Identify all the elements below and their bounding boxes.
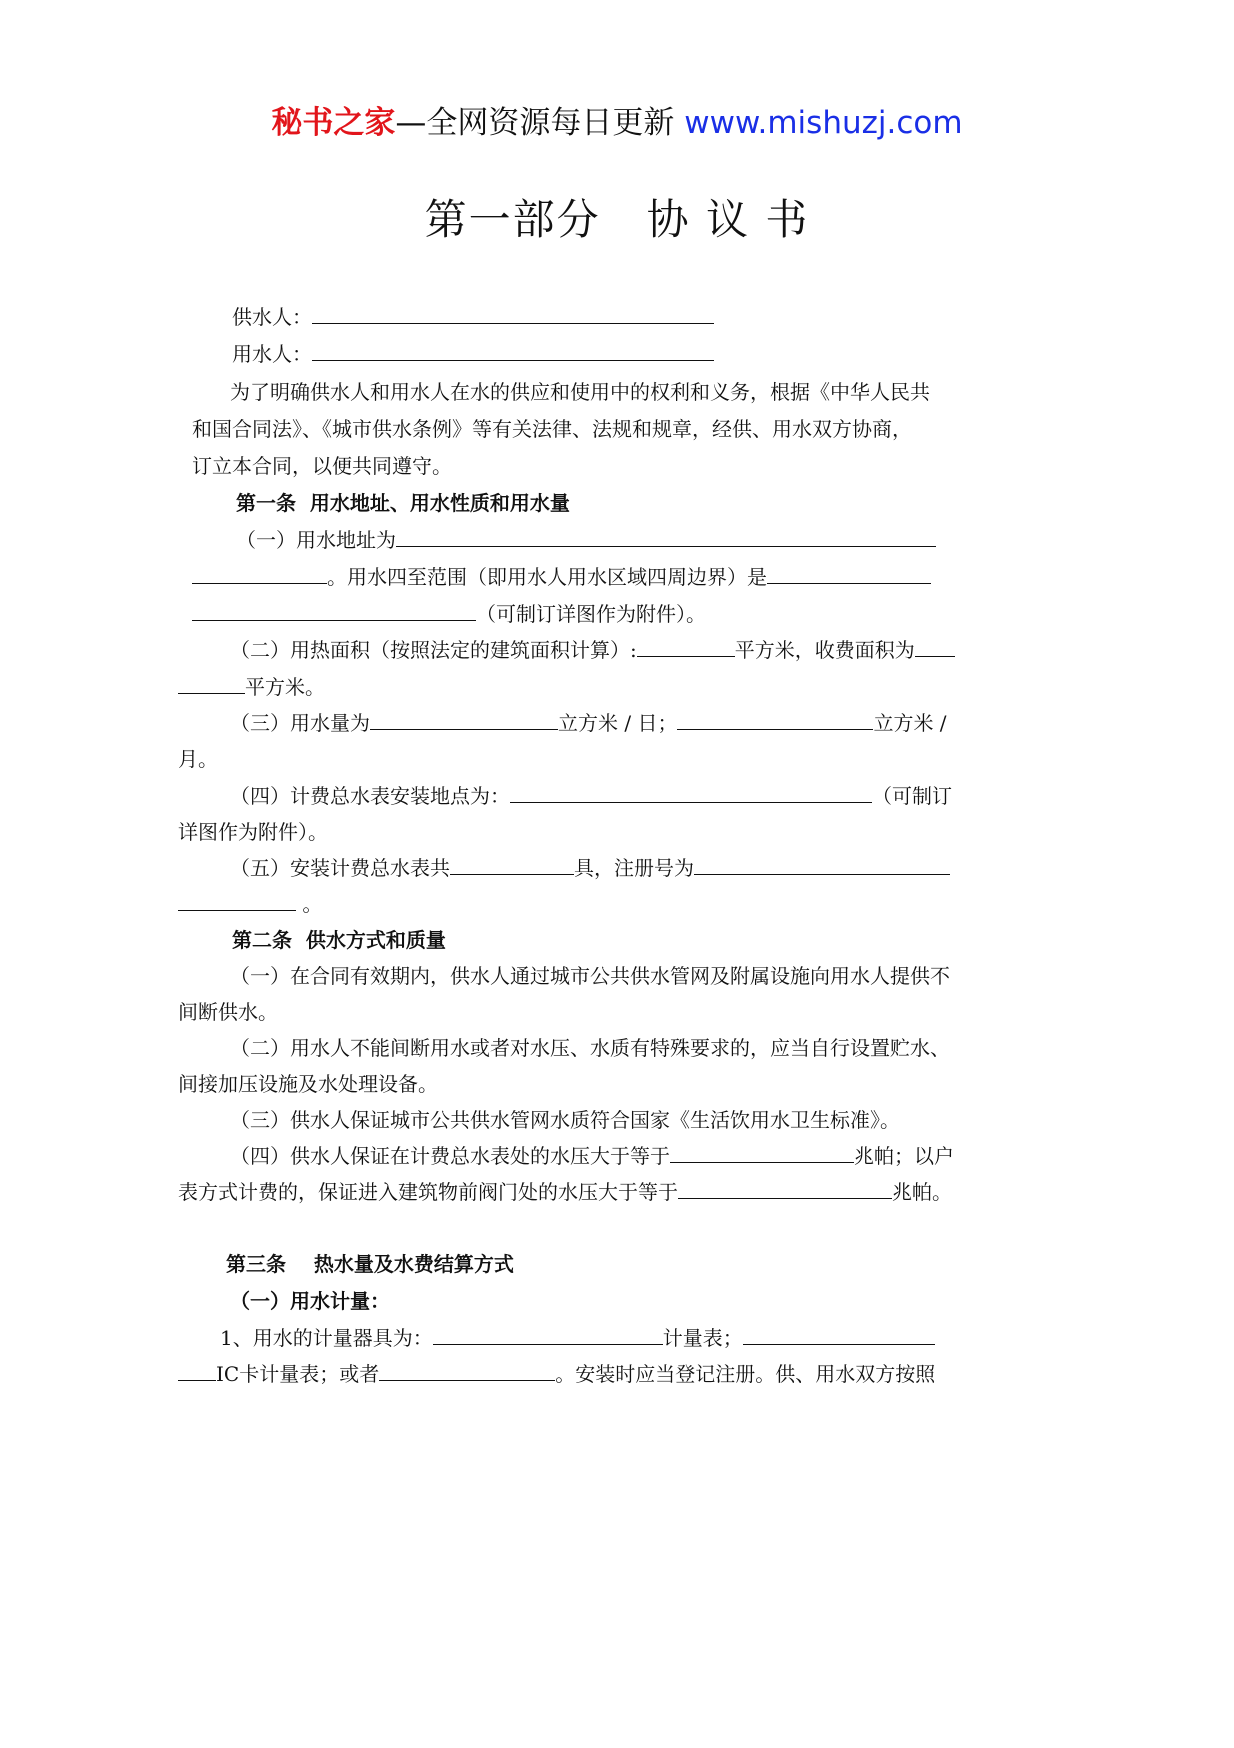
art1-item1-line1 [236, 526, 936, 554]
art2-p4-household: 表方式计费的，保证进入建筑物前阀门处的水压大于等于 [178, 1180, 678, 1204]
page-title: 第一部分 协 议 书 [424, 195, 810, 244]
art1-item5-line2 [178, 890, 322, 918]
art2-p1-line2: 间断供水。 [178, 1000, 278, 1024]
art3-ic-label: IC卡计量表；或者 [216, 1362, 380, 1386]
charge-area-blank[interactable] [915, 636, 955, 657]
water-address-blank-cont[interactable] [192, 563, 327, 584]
art3-line2 [178, 1360, 935, 1388]
other-meter-blank[interactable] [379, 1360, 555, 1381]
art1-item5-line1 [230, 854, 950, 882]
art1-item3-monthly-unit: 立方米 / [873, 711, 947, 735]
meter-pressure-blank[interactable] [670, 1142, 854, 1163]
intro-line-1: 为了明确供水人和用水人在水的供应和使用中的权利和义务，根据《中华人民共 [230, 380, 930, 404]
art2-p1-line1: （一）在合同有效期内，供水人通过城市公共供水管网及附属设施向用水人提供不 [230, 964, 950, 988]
art2-p4-line2 [178, 1178, 952, 1206]
art3-register-note: 。安装时应当登记注册。供、用水双方按照 [555, 1362, 936, 1386]
art3-meter-unit: 计量表； [662, 1326, 743, 1350]
banner-site-link[interactable]: www.mishuzj.com [684, 105, 963, 141]
registration-no-blank-cont[interactable] [178, 890, 296, 911]
art1-item2-line1 [230, 636, 955, 664]
article-2-heading: 第二条 供水方式和质量 [232, 928, 446, 952]
user-label: 用水人： [232, 342, 312, 366]
art2-p4-line1 [230, 1142, 954, 1170]
art1-item4-line2: 详图作为附件）。 [178, 820, 328, 844]
boundary-blank[interactable] [767, 563, 931, 584]
art1-item1-note: （可制订详图作为附件）。 [476, 602, 706, 626]
article-3-heading: 第三条 热水量及水费结算方式 [226, 1252, 514, 1276]
meter-type-blank[interactable] [433, 1324, 663, 1345]
art1-item2-label: （二）用热面积（按照法定的建筑面积计算）: [230, 638, 637, 662]
art1-item3-line2: 月。 [178, 747, 218, 771]
valve-pressure-blank[interactable] [678, 1178, 892, 1199]
meter-location-blank[interactable] [510, 782, 872, 803]
banner-brand: 秘书之家 [271, 105, 396, 141]
art3-sub1-heading: （一）用水计量： [230, 1289, 390, 1313]
art2-p2-line1: （二）用水人不能间断用水或者对水压、水质有特殊要求的，应当自行设置贮水、 [230, 1036, 950, 1060]
art1-item5-label: （五）安装计费总水表共 [230, 856, 450, 880]
supplier-label: 供水人： [232, 305, 312, 329]
registration-no-blank[interactable] [694, 854, 950, 875]
art1-item4-note: （可制订 [872, 784, 952, 808]
art1-item5-reg: 具，注册号为 [574, 856, 694, 880]
boundary-blank-cont[interactable] [192, 600, 476, 621]
article-1-heading: 第一条 用水地址、用水性质和用水量 [236, 491, 570, 515]
art2-p2-line2: 间接加压设施及水处理设备。 [178, 1072, 438, 1096]
art1-item1-line2 [192, 563, 931, 591]
art1-item1-label: （一）用水地址为 [236, 528, 396, 552]
banner-tagline: —全网资源每日更新 [395, 105, 685, 141]
site-banner [0, 103, 1234, 143]
art1-item2-line2 [178, 673, 325, 701]
art2-p4-label: （四）供水人保证在计费总水表处的水压大于等于 [230, 1144, 670, 1168]
daily-volume-blank[interactable] [370, 709, 558, 730]
art1-item2-charge: 平方米，收费面积为 [734, 638, 915, 662]
intro-line-3: 订立本合同，以便共同遵守。 [192, 454, 452, 478]
supplier-blank[interactable] [312, 303, 714, 324]
meter-count-blank[interactable] [450, 854, 574, 875]
art1-item1-line3 [192, 600, 706, 628]
art2-p3: （三）供水人保证城市公共供水管网水质符合国家《生活饮用水卫生标准》。 [230, 1108, 900, 1132]
art3-line1 [220, 1324, 935, 1352]
user-blank[interactable] [312, 340, 714, 361]
art1-item3-daily-unit: 立方米 / 日； [558, 711, 678, 735]
heating-area-blank[interactable] [637, 636, 735, 657]
user-line [232, 340, 714, 368]
supplier-line [232, 303, 714, 331]
art1-item3-line1 [230, 709, 947, 737]
charge-area-blank-cont[interactable] [178, 673, 245, 694]
art2-p4-end: 兆帕。 [892, 1180, 952, 1204]
art1-item5-end: 。 [296, 892, 323, 916]
art1-item2-unit: 平方米。 [245, 675, 325, 699]
art1-item3-label: （三）用水量为 [230, 711, 370, 735]
intro-line-2: 和国合同法》、《城市供水条例》等有关法律、法规和规章，经供、用水双方协商， [192, 417, 912, 441]
monthly-volume-blank[interactable] [677, 709, 873, 730]
ic-card-blank-cont[interactable] [178, 1360, 216, 1381]
art2-p4-unit: 兆帕；以户 [854, 1144, 954, 1168]
art1-item4-line1 [230, 782, 952, 810]
art1-item1-scope: 。用水四至范围（即用水人用水区域四周边界）是 [327, 565, 767, 589]
art1-item4-label: （四）计费总水表安装地点为： [230, 784, 510, 808]
water-address-blank[interactable] [396, 526, 936, 547]
art3-meter-label: 1、用水的计量器具为： [220, 1326, 433, 1350]
ic-card-blank[interactable] [743, 1324, 935, 1345]
